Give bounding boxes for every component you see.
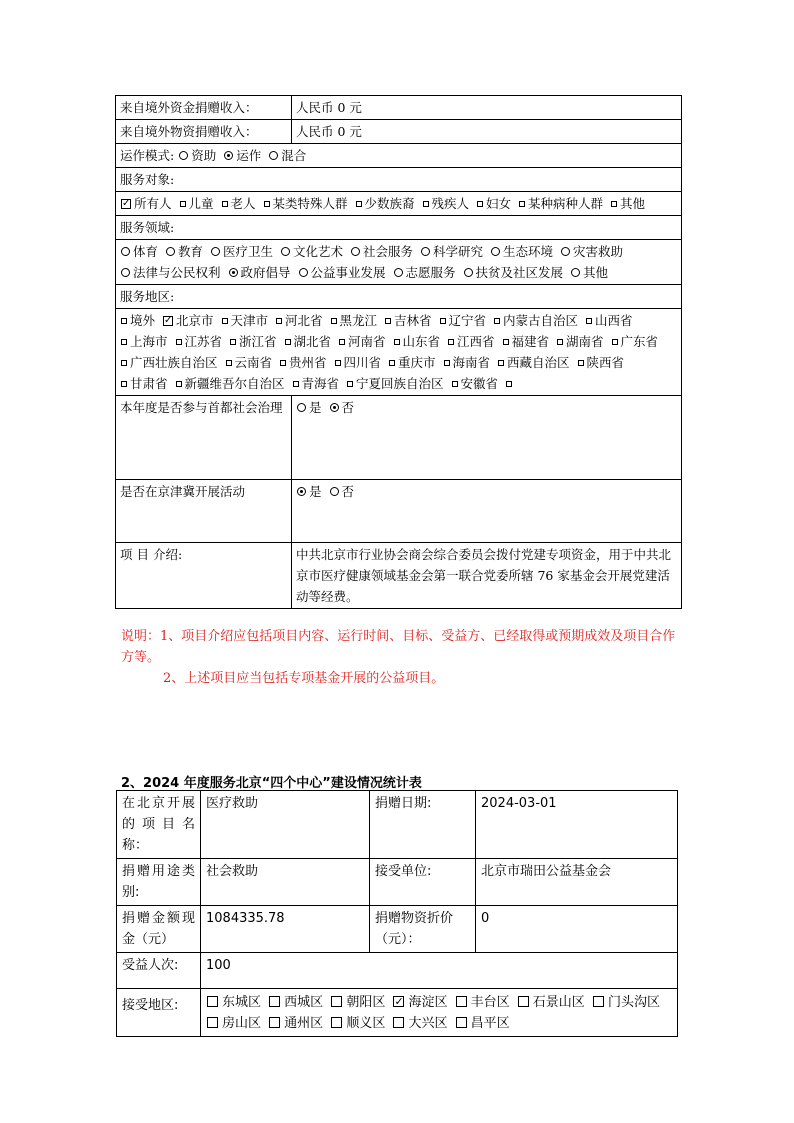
option-item[interactable] xyxy=(206,1016,261,1031)
radio-empty-icon[interactable] xyxy=(121,268,130,277)
note-2: 2、上述项目应当包括专项基金开展的公益项目。 xyxy=(163,671,445,686)
option-item[interactable] xyxy=(206,995,261,1010)
checkbox-empty-icon[interactable] xyxy=(518,996,529,1007)
option-label: 顺义区 xyxy=(346,1016,386,1031)
checkbox-empty-icon[interactable] xyxy=(264,201,270,207)
option-label: 某类特殊人群 xyxy=(272,196,348,211)
option-item[interactable] xyxy=(120,196,172,211)
operation-mode-row xyxy=(116,144,682,168)
option-item[interactable] xyxy=(493,313,578,328)
section-title: 2、2024 年度服务北京“四个中心”建设情况统计表 xyxy=(121,776,422,791)
option-item[interactable] xyxy=(175,334,223,349)
option-item[interactable] xyxy=(560,244,623,259)
checkbox-empty-icon[interactable] xyxy=(121,339,127,345)
option-label: 残疾人 xyxy=(431,196,470,211)
option-item[interactable] xyxy=(292,376,340,391)
option-label: 吉林省 xyxy=(394,313,432,328)
option-label: 是 xyxy=(309,400,322,415)
operation-mode-label: 运作模式: xyxy=(120,148,175,163)
option-label: 浙江省 xyxy=(239,334,277,349)
option-item[interactable] xyxy=(296,484,322,499)
checkbox-empty-icon[interactable] xyxy=(578,360,584,366)
option-item[interactable] xyxy=(225,355,273,370)
option-item[interactable] xyxy=(463,265,564,280)
option-label: 扶贫及社区发展 xyxy=(475,265,564,280)
checkbox-empty-icon[interactable] xyxy=(444,360,450,366)
option-item[interactable] xyxy=(577,355,625,370)
option-label: 河北省 xyxy=(285,313,323,328)
option-label: 运作 xyxy=(236,148,262,163)
checkbox-empty-icon[interactable] xyxy=(393,1017,404,1028)
checkbox-empty-icon[interactable] xyxy=(506,381,512,387)
option-label: 上海市 xyxy=(130,334,168,349)
option-item[interactable] xyxy=(505,376,515,391)
option-item[interactable] xyxy=(476,196,511,211)
option-label: 四川省 xyxy=(343,355,382,370)
radio-selected-icon[interactable] xyxy=(229,268,238,277)
checkbox-empty-icon[interactable] xyxy=(440,318,446,324)
option-item[interactable] xyxy=(280,244,343,259)
option-item[interactable] xyxy=(392,1016,447,1031)
checkbox-empty-icon[interactable] xyxy=(356,201,362,207)
checkbox-empty-icon[interactable] xyxy=(180,201,186,207)
option-label: 儿童 xyxy=(188,196,214,211)
option-item[interactable] xyxy=(120,355,218,370)
option-label: 混合 xyxy=(281,148,307,163)
option-label: 云南省 xyxy=(234,355,273,370)
option-item[interactable] xyxy=(388,355,436,370)
option-label: 山东省 xyxy=(402,334,441,349)
option-item[interactable] xyxy=(422,196,470,211)
option-label: 境外 xyxy=(130,313,156,328)
radio-empty-icon[interactable] xyxy=(351,247,360,256)
note-1: 说明：1、项目介绍应包括项目内容、运行时间、目标、受益方、已经取得或预期成效及项目合作方等。 xyxy=(121,629,676,665)
option-label: 其他 xyxy=(583,265,609,280)
radio-empty-icon[interactable] xyxy=(166,247,175,256)
option-label: 灾害救助 xyxy=(573,244,624,259)
option-item[interactable] xyxy=(330,313,378,328)
checkbox-empty-icon[interactable] xyxy=(331,996,342,1007)
checkbox-empty-icon[interactable] xyxy=(477,201,483,207)
option-item[interactable] xyxy=(346,376,444,391)
checkbox-empty-icon[interactable] xyxy=(335,360,341,366)
checkbox-empty-icon[interactable] xyxy=(498,360,504,366)
checkbox-empty-icon[interactable] xyxy=(385,318,391,324)
checkbox-empty-icon[interactable] xyxy=(519,201,525,207)
option-item[interactable] xyxy=(611,334,659,349)
option-label: 志愿服务 xyxy=(405,265,456,280)
option-item[interactable] xyxy=(175,376,285,391)
option-item[interactable] xyxy=(329,400,355,415)
checkbox-empty-icon[interactable] xyxy=(586,318,592,324)
option-item[interactable] xyxy=(455,995,510,1010)
option-item[interactable] xyxy=(384,313,432,328)
checkbox-empty-icon[interactable] xyxy=(331,1017,342,1028)
option-label: 新疆维吾尔自治区 xyxy=(184,376,285,391)
goods-label: 捐赠物资折价（元）： xyxy=(370,906,476,953)
capital-governance-options xyxy=(292,396,682,480)
option-label: 湖北省 xyxy=(293,334,332,349)
option-item[interactable] xyxy=(120,376,168,391)
purpose-label: 捐赠用途类别: xyxy=(117,859,201,906)
option-item[interactable] xyxy=(120,313,155,328)
option-item[interactable] xyxy=(350,244,413,259)
option-label: 政府倡导 xyxy=(240,265,291,280)
recipient-value: 北京市瑞田公益基金会 xyxy=(476,859,678,906)
service-target-options xyxy=(116,192,682,216)
checkbox-empty-icon[interactable] xyxy=(280,360,286,366)
option-item[interactable] xyxy=(592,995,660,1010)
checkbox-empty-icon[interactable] xyxy=(269,996,280,1007)
radio-empty-icon[interactable] xyxy=(281,247,290,256)
jjj-activity-options xyxy=(292,480,682,543)
option-label: 丰台区 xyxy=(470,995,510,1010)
option-item[interactable] xyxy=(279,355,327,370)
option-label: 否 xyxy=(341,400,355,415)
option-label: 河南省 xyxy=(348,334,386,349)
foreign-goods-value: 人民币 0 元 xyxy=(292,120,682,144)
checkbox-empty-icon[interactable] xyxy=(276,318,282,324)
checkbox-empty-icon[interactable] xyxy=(331,318,337,324)
radio-empty-icon[interactable] xyxy=(121,247,130,256)
purpose-value: 社会救助 xyxy=(201,859,370,906)
checkbox-empty-icon[interactable] xyxy=(269,1017,280,1028)
checkbox-empty-icon[interactable] xyxy=(347,381,353,387)
option-item[interactable] xyxy=(162,313,214,328)
checkbox-empty-icon[interactable] xyxy=(176,339,182,345)
operation-mode-options xyxy=(178,148,309,163)
beneficiaries-value: 100 xyxy=(201,953,678,989)
option-item[interactable] xyxy=(556,334,604,349)
checkbox-checked-icon[interactable]: ✓ xyxy=(164,314,173,326)
option-item[interactable] xyxy=(120,244,158,259)
option-item[interactable] xyxy=(178,148,216,163)
option-item[interactable] xyxy=(455,1016,510,1031)
option-label: 甘肃省 xyxy=(130,376,168,391)
option-item[interactable] xyxy=(447,334,495,349)
foreign-goods-label: 来自境外物资捐赠收入： xyxy=(116,120,292,144)
recipient-label: 接受单位: xyxy=(370,859,476,906)
radio-empty-icon[interactable] xyxy=(330,487,339,496)
option-item[interactable] xyxy=(338,334,386,349)
option-item[interactable] xyxy=(263,196,348,211)
region-label: 接受地区: xyxy=(117,989,201,1037)
checkbox-empty-icon[interactable] xyxy=(456,996,467,1007)
checkbox-empty-icon[interactable] xyxy=(176,381,182,387)
foreign-cash-label: 来自境外资金捐赠收入： xyxy=(116,96,292,120)
option-label: 医疗卫生 xyxy=(223,244,274,259)
option-label: 社会服务 xyxy=(363,244,414,259)
checkbox-checked-icon[interactable]: ✓ xyxy=(394,995,404,1008)
option-item[interactable] xyxy=(330,995,385,1010)
checkbox-empty-icon[interactable] xyxy=(339,339,345,345)
option-item[interactable] xyxy=(223,148,261,163)
option-item[interactable] xyxy=(330,1016,385,1031)
option-item[interactable] xyxy=(120,334,168,349)
option-label: 是 xyxy=(309,484,322,499)
radio-empty-icon[interactable] xyxy=(394,268,403,277)
goods-value: 0 xyxy=(476,906,678,953)
option-item[interactable] xyxy=(570,265,608,280)
option-item[interactable] xyxy=(518,196,603,211)
option-item[interactable] xyxy=(120,265,221,280)
option-item[interactable] xyxy=(210,244,273,259)
option-item[interactable] xyxy=(275,313,323,328)
service-field-label: 服务领域: xyxy=(116,216,682,240)
option-item[interactable] xyxy=(392,995,447,1010)
option-label: 宁夏回族自治区 xyxy=(356,376,444,391)
project-intro-label: 项 目 介绍: xyxy=(116,543,292,609)
project-intro-text: 中共北京市行业协会商会综合委员会拨付党建专项资金，用于中共北京市医疗健康领域基金会第一联合党委所辖 76 家基金会开展党建活动等经费。 xyxy=(292,543,682,609)
cash-label: 捐赠金额现金（元） xyxy=(117,906,201,953)
radio-selected-icon[interactable] xyxy=(330,403,339,412)
checkbox-empty-icon[interactable] xyxy=(226,360,232,366)
checkbox-empty-icon[interactable] xyxy=(456,1017,467,1028)
checkbox-empty-icon[interactable] xyxy=(448,339,454,345)
radio-selected-icon[interactable] xyxy=(224,151,233,160)
option-label: 山西省 xyxy=(595,313,633,328)
option-label: 江西省 xyxy=(457,334,495,349)
option-label: 门头沟区 xyxy=(607,995,660,1010)
option-label: 教育 xyxy=(178,244,204,259)
option-item[interactable] xyxy=(517,995,585,1010)
option-label: 广西壮族自治区 xyxy=(130,355,218,370)
radio-empty-icon[interactable] xyxy=(297,403,306,412)
option-item[interactable] xyxy=(284,334,332,349)
option-label: 资助 xyxy=(191,148,217,163)
option-item[interactable] xyxy=(329,484,355,499)
option-label: 朝阳区 xyxy=(346,995,386,1010)
option-label: 青海省 xyxy=(301,376,340,391)
cash-value: 1084335.78 xyxy=(201,906,370,953)
option-label: 公益事业发展 xyxy=(310,265,386,280)
option-label: 昌平区 xyxy=(470,1016,510,1031)
option-item[interactable] xyxy=(490,244,553,259)
radio-empty-icon[interactable] xyxy=(179,151,188,160)
option-item[interactable] xyxy=(179,196,214,211)
option-label: 妇女 xyxy=(486,196,512,211)
option-item[interactable] xyxy=(221,313,269,328)
option-label: 法律与公民权利 xyxy=(133,265,221,280)
foundation-project-table xyxy=(115,95,682,609)
option-label: 通州区 xyxy=(284,1016,324,1031)
project-name-value: 医疗救助 xyxy=(201,791,370,859)
jjj-activity-label: 是否在京津冀开展活动 xyxy=(116,480,292,543)
service-field-options xyxy=(116,240,682,285)
option-item[interactable] xyxy=(355,196,415,211)
checkbox-empty-icon[interactable] xyxy=(494,318,500,324)
option-item[interactable] xyxy=(443,355,491,370)
radio-empty-icon[interactable] xyxy=(464,268,473,277)
radio-empty-icon[interactable] xyxy=(421,247,430,256)
option-label: 其他 xyxy=(620,196,646,211)
radio-selected-icon[interactable] xyxy=(297,487,306,496)
option-label: 福建省 xyxy=(511,334,550,349)
checkbox-empty-icon[interactable] xyxy=(452,381,458,387)
option-item[interactable] xyxy=(497,355,570,370)
option-item[interactable] xyxy=(585,313,633,328)
donation-date-value: 2024-03-01 xyxy=(476,791,678,859)
option-label: 否 xyxy=(341,484,355,499)
checkbox-empty-icon[interactable] xyxy=(593,996,604,1007)
option-label: 某种病种人群 xyxy=(528,196,604,211)
option-item[interactable] xyxy=(229,334,277,349)
checkbox-empty-icon[interactable] xyxy=(207,1017,218,1028)
option-item[interactable] xyxy=(439,313,487,328)
option-label: 内蒙古自治区 xyxy=(503,313,579,328)
option-label: 辽宁省 xyxy=(448,313,487,328)
option-item[interactable] xyxy=(221,196,256,211)
option-label: 石景山区 xyxy=(532,995,585,1010)
checkbox-checked-icon[interactable]: ✓ xyxy=(122,197,131,209)
option-label: 文化艺术 xyxy=(293,244,344,259)
option-label: 生态环境 xyxy=(503,244,554,259)
service-target-label: 服务对象: xyxy=(116,168,682,192)
radio-empty-icon[interactable] xyxy=(269,151,278,160)
checkbox-empty-icon[interactable] xyxy=(389,360,395,366)
option-label: 天津市 xyxy=(230,313,269,328)
radio-empty-icon[interactable] xyxy=(299,268,308,277)
checkbox-empty-icon[interactable] xyxy=(230,339,236,345)
capital-governance-label: 本年度是否参与首都社会治理 xyxy=(116,396,292,480)
checkbox-empty-icon[interactable] xyxy=(423,201,429,207)
service-region-options xyxy=(116,309,682,396)
option-item[interactable] xyxy=(451,376,499,391)
checkbox-empty-icon[interactable] xyxy=(222,201,228,207)
option-label: 陕西省 xyxy=(586,355,625,370)
option-label: 大兴区 xyxy=(408,1016,448,1031)
checkbox-empty-icon[interactable] xyxy=(394,339,400,345)
option-item[interactable] xyxy=(420,244,483,259)
foreign-cash-value: 人民币 0 元 xyxy=(292,96,682,120)
option-label: 贵州省 xyxy=(289,355,327,370)
option-label: 少数族裔 xyxy=(364,196,415,211)
checkbox-empty-icon[interactable] xyxy=(121,381,127,387)
option-label: 海南省 xyxy=(452,355,491,370)
option-label: 湖南省 xyxy=(566,334,604,349)
option-item[interactable] xyxy=(334,355,382,370)
option-item[interactable] xyxy=(502,334,550,349)
option-label: 东城区 xyxy=(222,995,262,1010)
option-label: 安徽省 xyxy=(460,376,499,391)
option-item[interactable] xyxy=(268,1016,323,1031)
option-label: 海淀区 xyxy=(408,995,448,1010)
checkbox-empty-icon[interactable] xyxy=(293,381,299,387)
checkbox-empty-icon[interactable] xyxy=(207,996,218,1007)
option-label: 老人 xyxy=(230,196,256,211)
checkbox-empty-icon[interactable] xyxy=(222,318,228,324)
option-item[interactable] xyxy=(610,196,645,211)
checkbox-empty-icon[interactable] xyxy=(121,360,127,366)
option-item[interactable] xyxy=(393,265,456,280)
project-name-label: 在北京开展的项目名称： xyxy=(117,791,201,859)
option-label: 科学研究 xyxy=(433,244,484,259)
option-label: 北京市 xyxy=(176,313,214,328)
option-item[interactable] xyxy=(268,148,306,163)
option-label: 所有人 xyxy=(134,196,172,211)
checkbox-empty-icon[interactable] xyxy=(557,339,563,345)
checkbox-empty-icon[interactable] xyxy=(503,339,509,345)
checkbox-empty-icon[interactable] xyxy=(612,339,618,345)
option-label: 黑龙江 xyxy=(339,313,378,328)
option-item[interactable] xyxy=(393,334,441,349)
donation-date-label: 捐赠日期: xyxy=(370,791,476,859)
checkbox-empty-icon[interactable] xyxy=(121,318,127,324)
option-label: 西城区 xyxy=(284,995,324,1010)
option-label: 体育 xyxy=(133,244,159,259)
option-item[interactable] xyxy=(228,265,291,280)
beijing-service-table xyxy=(116,790,678,1037)
option-label: 重庆市 xyxy=(398,355,436,370)
radio-empty-icon[interactable] xyxy=(571,268,580,277)
radio-empty-icon[interactable] xyxy=(211,247,220,256)
option-item[interactable] xyxy=(298,265,386,280)
service-region-label: 服务地区: xyxy=(116,285,682,309)
option-label: 广东省 xyxy=(620,334,659,349)
checkbox-empty-icon[interactable] xyxy=(611,201,617,207)
district-options xyxy=(201,989,678,1037)
option-item[interactable] xyxy=(268,995,323,1010)
option-item[interactable] xyxy=(165,244,203,259)
checkbox-empty-icon[interactable] xyxy=(285,339,291,345)
option-label: 江苏省 xyxy=(184,334,223,349)
option-label: 西藏自治区 xyxy=(507,355,570,370)
beneficiaries-label: 受益人次: xyxy=(117,953,201,989)
option-item[interactable] xyxy=(296,400,322,415)
radio-empty-icon[interactable] xyxy=(561,247,570,256)
radio-empty-icon[interactable] xyxy=(491,247,500,256)
option-label: 房山区 xyxy=(222,1016,262,1031)
